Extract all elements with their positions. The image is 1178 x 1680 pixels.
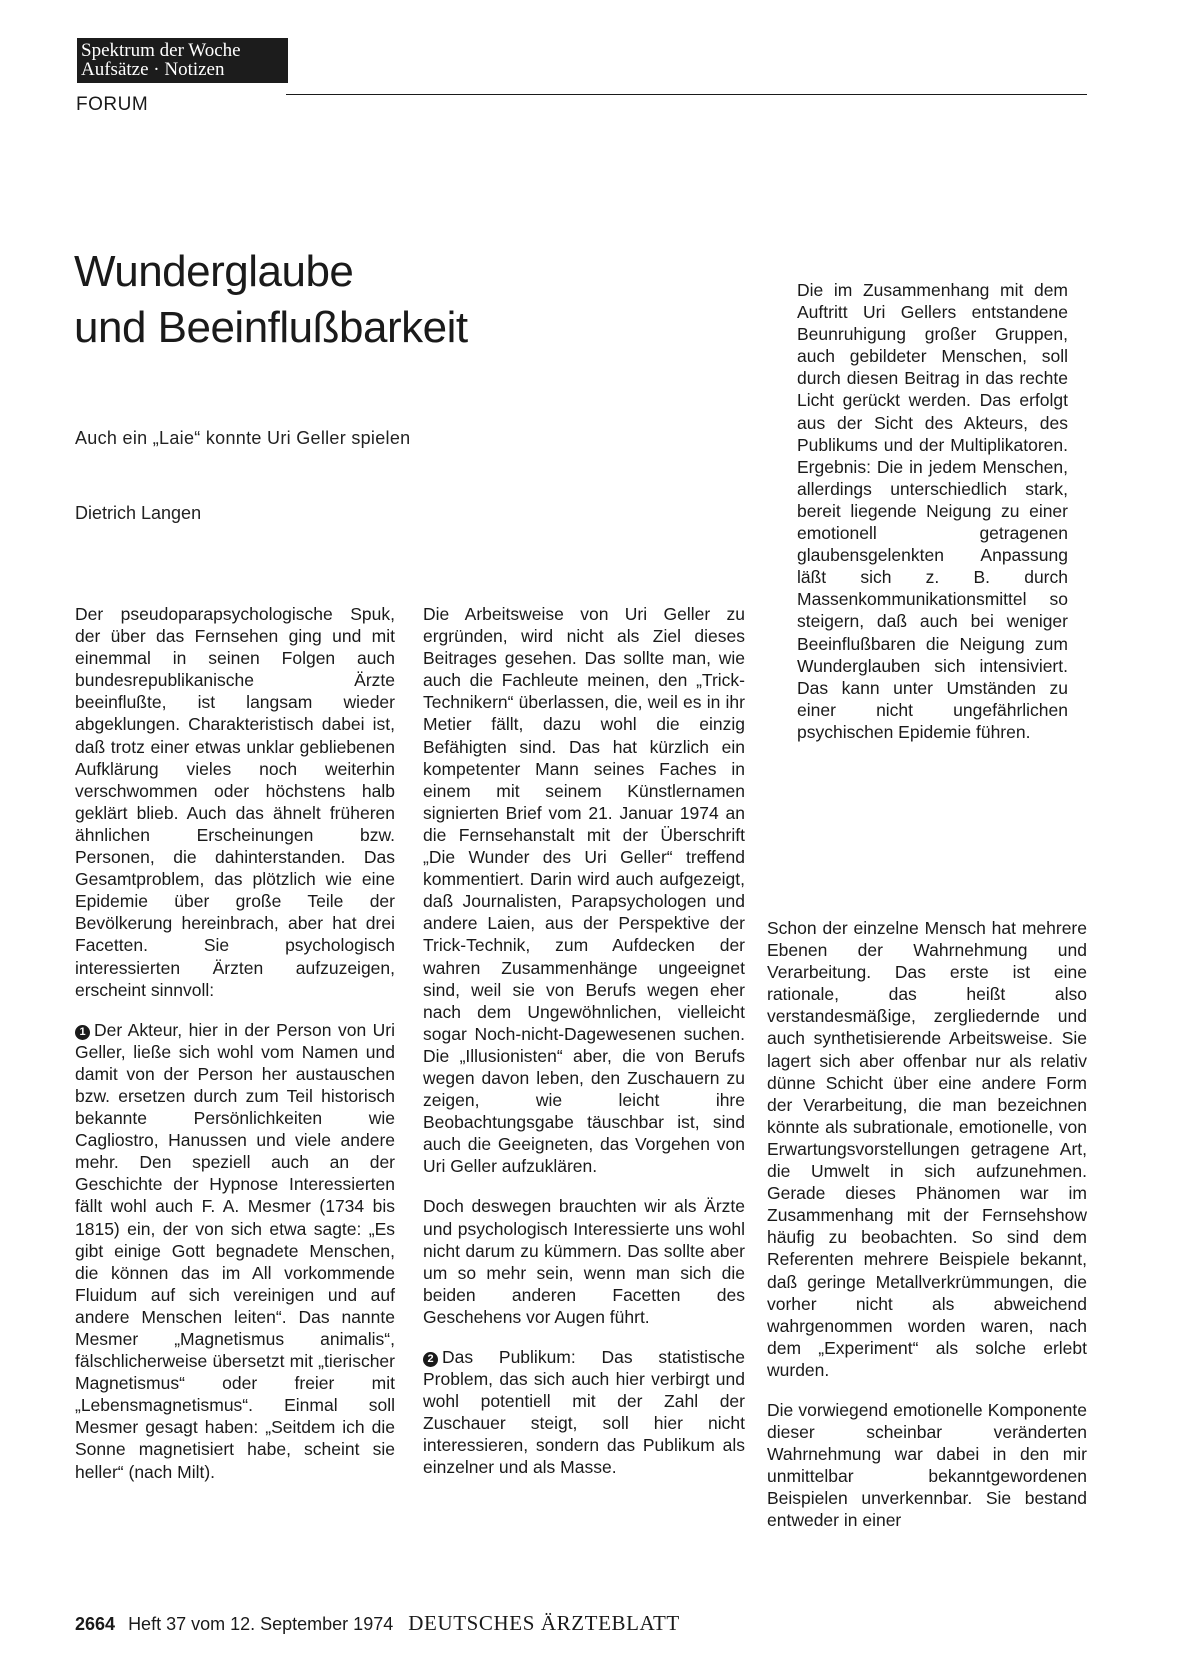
number-2-icon: 2 [423, 1352, 438, 1367]
paragraph: Doch deswegen brauchten wir als Ärzte und psychologisch Interessierte uns wohl nicht darum zu kümmern. Das sollte aber um so mehr sein, wenn man sich die beiden anderen Facetten des Geschehens vor Augen führt. [423, 1196, 745, 1327]
issue-info: Heft 37 vom 12. September 1974 [128, 1614, 394, 1634]
article-subtitle: Auch ein „Laie“ konnte Uri Geller spielen [75, 428, 411, 448]
paragraph: Der pseudoparapsychologische Spuk, der über das Fernsehen ging und mit einemmal in seinen Folgen auch bundesrepublikanische Ärzte beeinflußte, ist langsam wieder abgeklungen. Charakteristisch dabei ist, daß trotz einer etwas unklar gebliebenen Aufklärung vieles noch weiterhin verschwommen oder höchstens halb geklärt blieb. Auch das ähnelt früheren ähnlichen Erscheinungen bzw. Personen, die dahinterstanden. Das Gesamtproblem, das plötzlich wie eine Epidemie über große Teile der Bevölkerung hereinbrach, aber hat drei Facetten. Sie psychologisch interessierten Ärzten aufzuzeigen, erscheint sinnvoll: [75, 604, 395, 1000]
title-line1: Wunderglaube [74, 247, 354, 296]
text-column-3 [767, 917, 1087, 1550]
paragraph: Die Arbeitsweise von Uri Geller zu ergründen, wird nicht als Ziel dieses Beitrages gesehen. Das sollte man, wie auch die Fachleute meinen, den „Trick-Technikern“ überlassen, die, weil es in ihr Metier fällt, dazu wohl die einzig Befähigten sind. Das hat kürzlich ein kompetenter Mann seines Faches in einem mit seinem Künstlernamen signierten Brief vom 21. Januar 1974 an die Fernsehanstalt mit der Überschrift „Die Wunder des Uri Geller“ treffend kommentiert. Darin wird auch aufgezeigt, daß Journalisten, Parapsychologen und andere Laien, aus der Perspektive der Trick-Technik, zum Aufdecken der wahren Zusammenhänge ungeeignet sind, weil sie von Berufs wegen eher nach dem Ungewöhnlichen, vielleicht sogar Noch-nicht-Dagewesenen suchen. Die „Illusionisten“ aber, die von Berufs wegen davon leben, den Zuschauern zu zeigen, wie leicht ihre Beobachtungsgabe täuschbar ist, sind auch die Geeigneten, das Vorgehen von Uri Geller aufzuklären. [423, 604, 745, 1177]
paragraph-numbered [423, 1346, 745, 1479]
article-author: Dietrich Langen [75, 503, 202, 523]
paragraph: Die vorwiegend emotionelle Komponente dieser scheinbar veränderten Wahrnehmung war dabei in den mir unmittelbar bekanntgewordenen Beispielen unverkennbar. Sie bestand entweder in einer [767, 1399, 1087, 1531]
page-footer [75, 1611, 680, 1636]
header-rule [286, 94, 1087, 95]
section-label: FORUM [76, 94, 149, 115]
abstract-column [797, 279, 1068, 761]
journal-name: DEUTSCHES ÄRZTEBLATT [408, 1611, 680, 1635]
paragraph-text: Das Publikum: Das statistische Problem, das sich auch hier verbirgt und wohl potentiell mit der Zahl der Zuschauer steigt, soll hier nicht interessieren, sondern das Publikum als einzelner und als Masse. [423, 1347, 745, 1478]
number-1-icon: 1 [75, 1025, 90, 1040]
abstract-paragraph: Die im Zusammenhang mit dem Auftritt Uri Gellers entstandene Beunruhigung großer Gruppen, auch gebildeter Menschen, soll durch diesen Beitrag in das rechte Licht gerückt werden. Das erfolgt aus der Sicht des Akteurs, des Publikums und der Multiplikatoren. Ergebnis: Die in jedem Menschen, allerdings unterschiedlich stark, bereit liegende Neigung zu einer emotionell getragenen glaubensgelenkten Anpassung läßt sich z. B. durch Massenkommunikationsmittel so steigern, daß auch bei weniger Beeinflußbaren die Neigung zum Wunderglauben sich intensiviert. Das kann unter Umständen zu einer nicht ungefährlichen psychischen Epidemie führen. [797, 280, 1068, 742]
paragraph: Schon der einzelne Mensch hat mehrere Ebenen der Wahrnehmung und Verarbeitung. Das erste ist eine rationale, das heißt also verstandesmäßige, zergliedernde und auch synthetisierende Arbeitsweise. Sie lagert sich aber offenbar nur als relativ dünne Schicht über eine andere Form der Verarbeitung, die man bezeichnen könnte als subrationale, emotionelle, von Erwartungsvorstellungen getragene Art, die Umwelt in sich aufzunehmen. Gerade dieses Phänomen war im Zusammenhang mit der Fernsehshow häufig zu beobachten. So sind dem Referenten mehrere Beispiele bekannt, daß geringe Metallverkrümmungen, die vorher nicht als abweichend wahrgenommen worden waren, nach dem „Experiment“ als solche erlebt wurden. [767, 918, 1087, 1380]
article-title [74, 244, 694, 356]
text-column-2 [423, 603, 745, 1497]
masthead-line2: Aufsätze · Notizen [81, 59, 225, 80]
paragraph-text: Der Akteur, hier in der Person von Uri Geller, ließe sich wohl vom Namen und damit von der Person her austauschen bzw. ersetzen durch zum Teil historisch bekannte Persönlichkeiten wie Cagliostro, Hanussen und viele andere mehr. Den speziell auch an der Geschichte der Hypnose Interessierten fällt wohl auch F. A. Mesmer (1734 bis 1815) ein, der von sich etwa sagte: „Es gibt einige Gott begnadete Menschen, die können das im All vorkommende Fluidum auf sich vereinigen und auf andere Menschen leiten“. Das nannte Mesmer „Magnetismus animalis“, fälschlicherweise übersetzt mit „tierischer Magnetismus“ oder freier mit „Lebensmagnetismus“. Einmal soll Mesmer gesagt haben: „Seitdem ich die Sonne magnetisiert habe, scheint sie heller“ (nach Milt). [75, 1019, 395, 1482]
text-column-1 [75, 603, 395, 1501]
page-number: 2664 [75, 1614, 116, 1634]
title-line2: und Beeinflußbarkeit [74, 303, 468, 352]
paragraph-numbered [75, 1019, 395, 1483]
masthead-box [77, 38, 288, 83]
masthead-line1: Spektrum der Woche [81, 40, 241, 61]
